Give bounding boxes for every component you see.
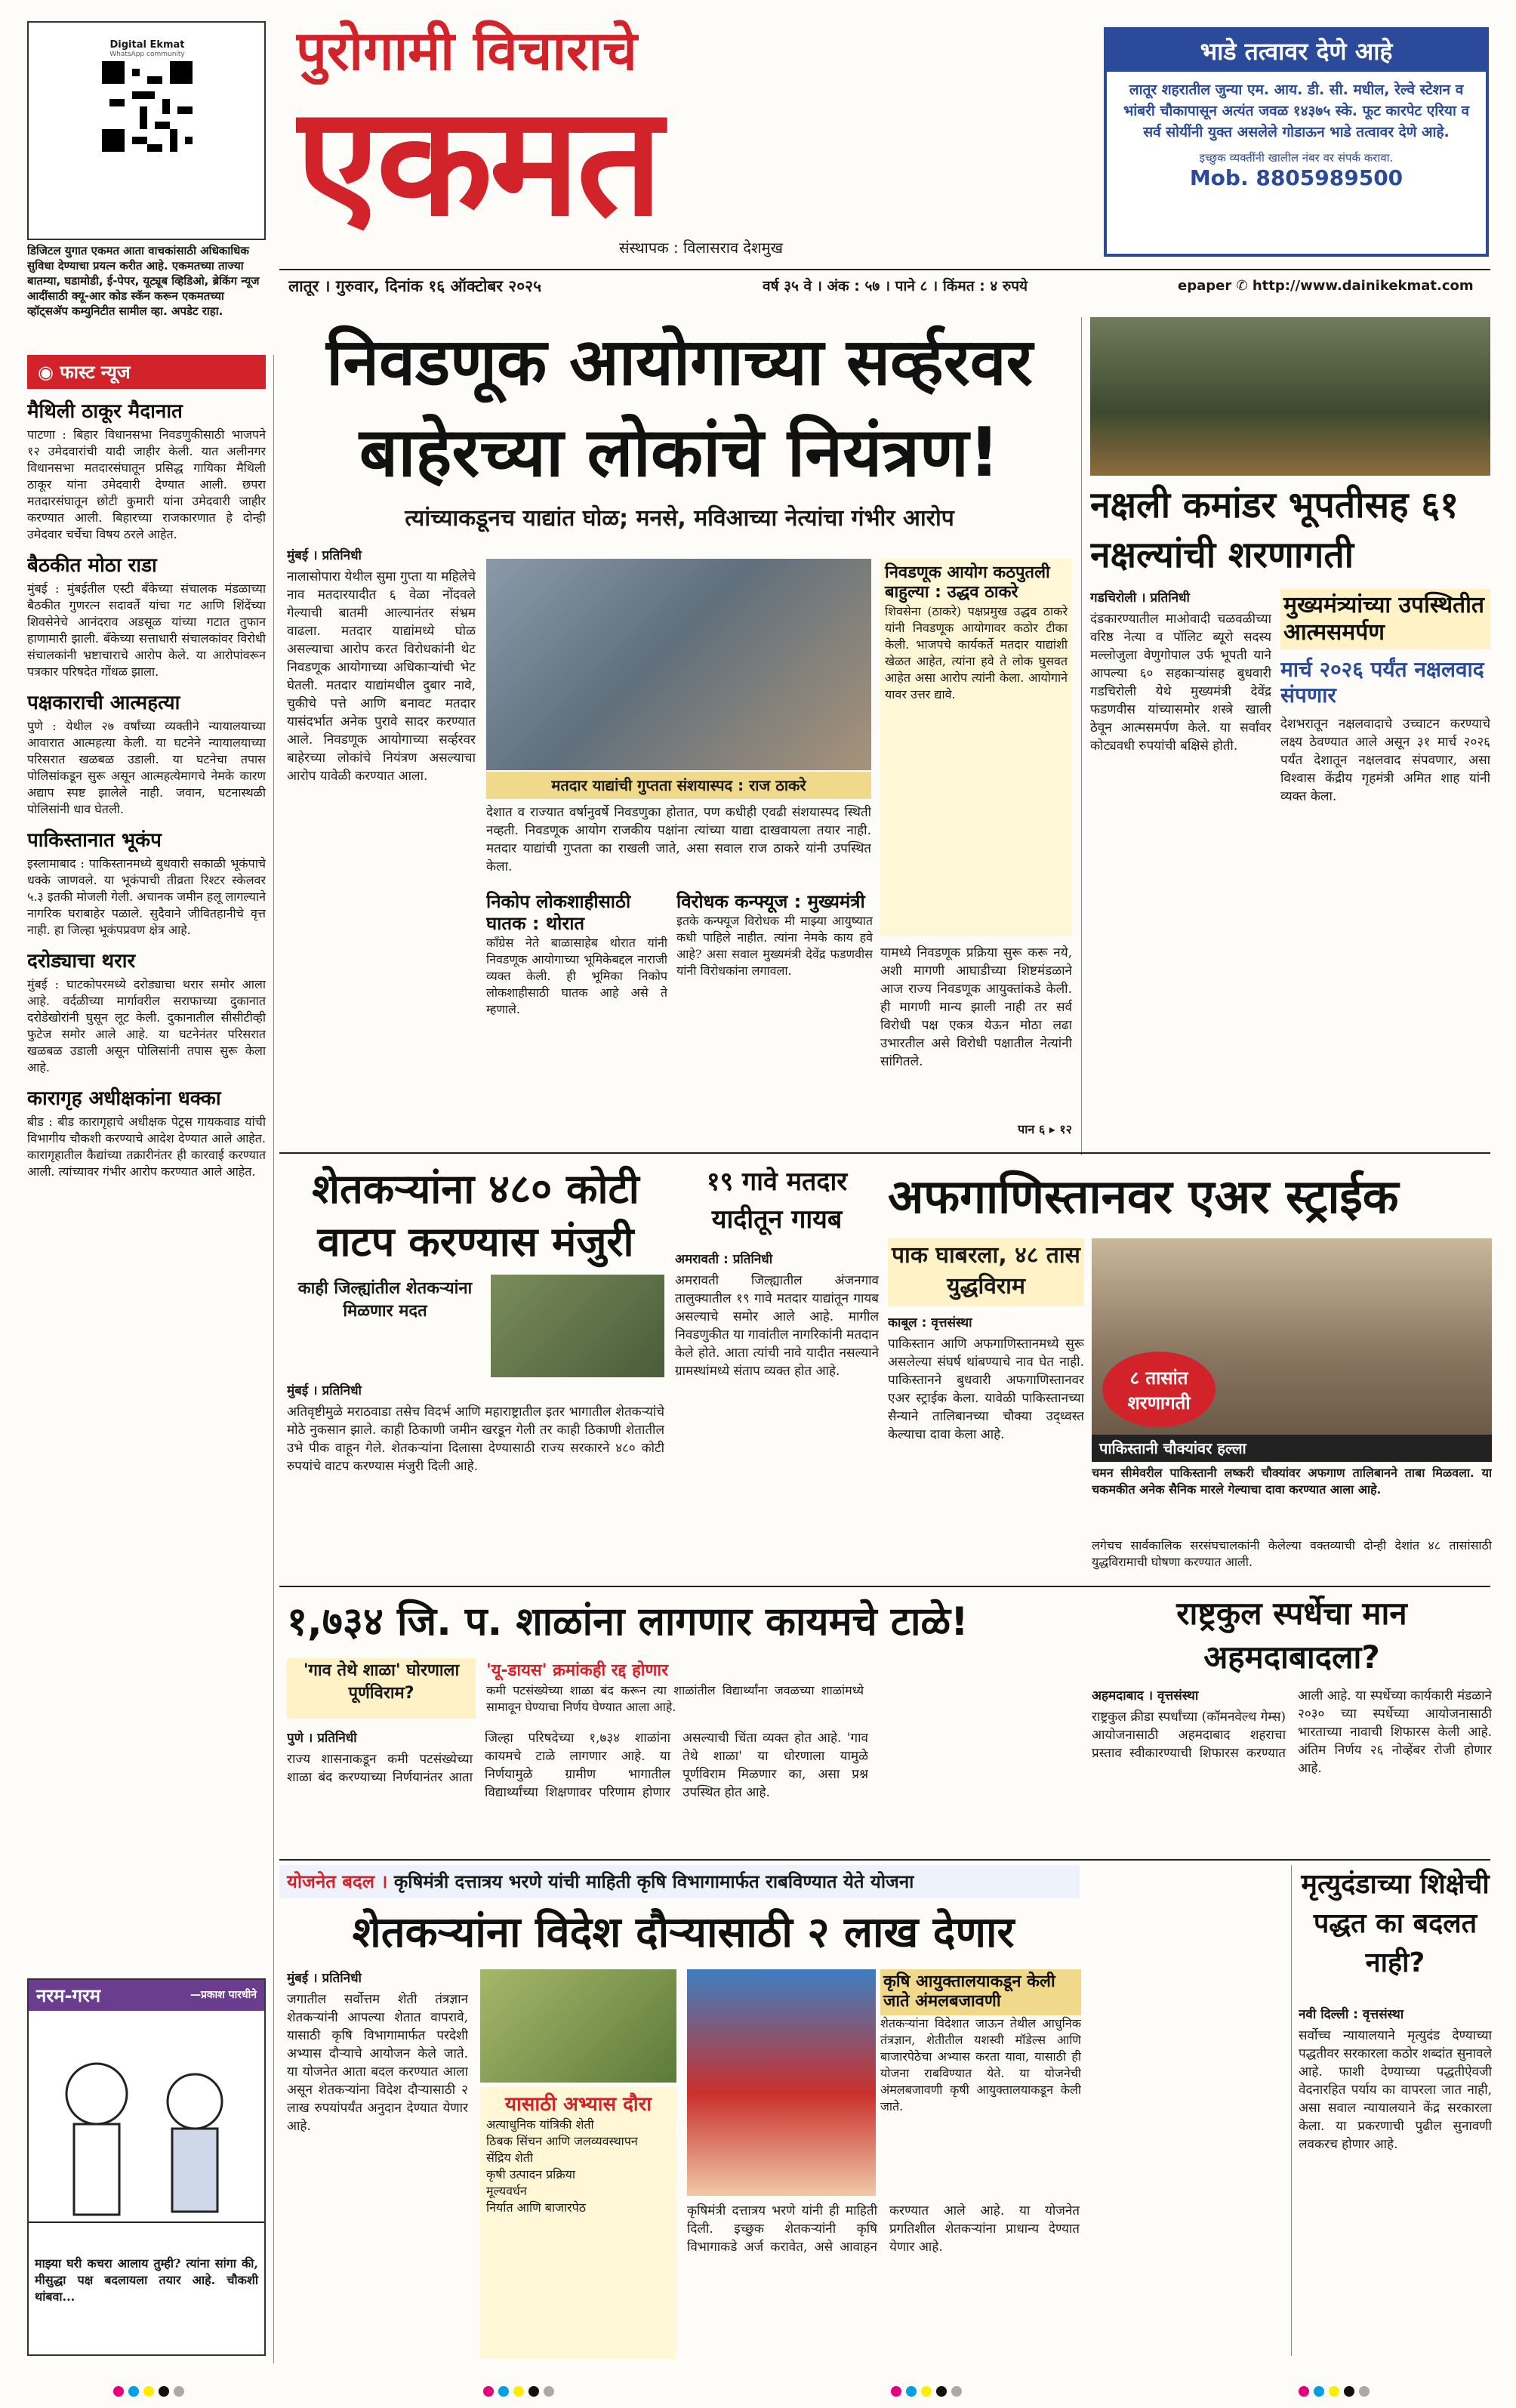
- box-cm-title: विरोधक कन्फ्यूज : मुख्यमंत्री: [676, 891, 865, 912]
- naxal-side-text: देशभरातून नक्षलवादाचे उच्चाटन करण्याचे लक्ष्य ठेवण्यात आले असून ३१ मार्च २०२६ पर्यंत देशातून नक्षलवाद संपवणार, असा विश्वास केंद्रीय गृहमंत्री अमित शाह यांनी व्यक्त केला.: [1280, 717, 1490, 805]
- masthead-tagline: पुरोगामी विचाराचे: [296, 19, 637, 82]
- scheme-box-item: सेंद्रिय शेती: [486, 2151, 533, 2166]
- scheme-box-item: निर्यात आणि बाजारपेठ: [486, 2200, 587, 2215]
- afghan-bottom: लगेचच सार्वकालिक सरसंघचालकांनी केलेल्या वक्तव्याची दोन्ही देशांत ४८ तासांसाठी युद्धविरामाची घोषणा करण्यात आली.: [1092, 1538, 1492, 1569]
- voters-byline: अमरावती : प्रतिनिधी: [675, 1252, 773, 1267]
- commonwealth-headline[interactable]: राष्ट्रकुल स्पर्धेचा मान अहमदाबादला?: [1176, 1595, 1407, 1676]
- lead-right-text: यामध्ये निवडणूक प्रक्रिया सुरू करू नये, अशी मागणी आघाडीच्या शिष्टमंडळाने आज राज्य निवडणूक आयुक्तांकडे केली. ही मागणी मान्य झाली नाही तर सर्व विरोधी पक्ष एकत्र येऊन मोठा लढा उभारतील असे विरोधी पक्षातील नेत्यांनी सांगितले.: [880, 945, 1072, 1069]
- scheme-quote-text: शेतकऱ्यांना विदेशात जाऊन तेथील आधुनिक तंत्रज्ञान, शेतीतील यशस्वी मॉडेल्स आणि बाजारपेठेचा अभ्यास करता यावा, यासाठी ही योजना राबविण्यात येते. या योजनेची अंमलबजावणी कृषी आयुक्तालयाकडून केली जाते.: [880, 2015, 1081, 2114]
- naxal-photo: [1090, 317, 1490, 476]
- box-thorat-title: निकोप लोकशाहीसाठी घातक : थोरात: [486, 891, 631, 934]
- cartoon-header: नरम-गरम —प्रकाश पारधीने: [29, 1980, 264, 2011]
- scheme-box-item: अत्याधुनिक यांत्रिकी शेती: [486, 2117, 594, 2132]
- farmers-sub: काही जिल्ह्यांतील शेतकऱ्यांना मिळणार मदत: [297, 1279, 473, 1321]
- scheme-body-2: कृषिमंत्री दत्तात्रय भरणे यांनी ही माहिती दिली. इच्छुक शेतकऱ्यांनी कृषि विभागाकडे अर्ज करावेत, असे आवाहन करण्यात आले आहे. या योजनेत प्रगतिशील शेतकऱ्यांना प्राधान्य देण्यात येणार आहे.: [687, 2203, 1080, 2255]
- schools-headline[interactable]: १,७३४ जि. प. शाळांना लागणार कायमचे टाळे!: [287, 1599, 969, 1645]
- fast-news-column: [27, 355, 266, 1903]
- minister-photo: [687, 1969, 876, 2196]
- qr-description: डिजिटल युगात एकमत आता वाचकांसाठी अधिकाधिक सुविधा देण्याचा प्रयत्न करीत आहे. एकमतच्या ताज्या बातम्या, घडामोडी, ई-पेपर, यूट्यूब व्हिडिओ, ब्रेकिंग न्यूज आदींसाठी क्यू-आर कोड स्कॅन करून एकमतच्या व्हॉट्सअ‍ॅप कम्युनिटीत सामील व्हा. अपडेट राहा.: [27, 244, 260, 318]
- death-penalty-text: सर्वोच्च न्यायालयाने मृत्युदंड देण्याच्या पद्धतीवर सरकारला कठोर शब्दांत सुनावले आहे. फाशी देण्याच्या पद्धतीऐवजी वेदनारहित पर्याय का वापरला जात नाही, असा सवाल न्यायालयाने केंद्र सरकारला केला. या प्रकरणाची पुढील सुनावणी लवकरच होणार आहे.: [1299, 2028, 1492, 2152]
- brief-text: पाटणा : बिहार विधानसभा निवडणुकीसाठी भाजपने १२ उमेदवारांची यादी जाहीर केली. यात अलीनगर विधानसभा मतदारसंघातून प्रसिद्ध गायिका मैथिली ठाकूर यांना उमेदवारी देण्यात आली. छपरा मतदारसंघातून छोटी कुमारी यांना उमेदवारी जाहीर करण्यात आली. बिहारच्या राजकारणात हे दोन्ही उमेदवार चर्चेचा विषय ठरले आहेत.: [27, 427, 266, 541]
- afghan-caption-text: चमन सीमेवरील पाकिस्तानी लष्करी चौक्यांवर अफगाण तालिबानने ताबा मिळवला. या चकमकीत अनेक सैनिक मारले गेल्याचा दावा करण्यात आला आहे.: [1092, 1466, 1492, 1497]
- schools-kicker: 'गाव तेथे शाळा' घोरणाला पूर्णविराम?: [287, 1658, 476, 1719]
- death-penalty-body: [1299, 2006, 1492, 2353]
- qr-code-graphic: [102, 61, 193, 152]
- scheme-photo: [480, 1969, 676, 2083]
- lead-byline: मुंबई । प्रतिनिधी: [287, 548, 362, 563]
- afghan-byline: काबूल : वृत्तसंस्था: [888, 1315, 972, 1330]
- brief-text: इस्लामाबाद : पाकिस्तानमध्ये बुधवारी सकाळी भूकंपाचे धक्के जाणवले. या भूकंपाची तीव्रता रिश्टर स्केलवर ५.३ इतकी मोजली गेली. अचानक जमीन हलू लागल्याने नागरिक घराबाहेर पळाले. सुदैवाने जीवितहानीचे वृत्त नाही. हा जिल्हा भूकंपप्रवण क्षेत्र आहे.: [27, 856, 266, 937]
- naxal-byline: गडचिरोली । प्रतिनिधी: [1090, 590, 1190, 606]
- scheme-strip-text: कृषिमंत्री दत्तात्रय भरणे यांची माहिती कृषि विभागामार्फत राबविण्यात येते योजना: [393, 1871, 914, 1892]
- qr-code[interactable]: [98, 39, 196, 160]
- issue-info: वर्ष ३५ वे । अंक : ५७ । पाने ८ । किंमत : ४ रुपये: [763, 278, 1028, 294]
- voters-text: अमरावती जिल्ह्यातील अंजनगाव तालुक्यातील १९ गावे मतदार याद्यांतून गायब असल्याचे समोर आले आहे. मागील निवडणुकीत या गावांतील नागरिकांनी मतदान केले होते. आता त्यांची नावे यादीत नसल्याने ग्रामस्थांमध्ये संताप व्यक्त होत आहे.: [675, 1273, 879, 1379]
- scheme-headline[interactable]: शेतकऱ्यांना विदेश दौऱ्यासाठी २ लाख देणार: [352, 1908, 1015, 1957]
- farmers-text: अतिवृष्टीमुळे मराठवाडा तसेच विदर्भ आणि महाराष्ट्रातील इतर भागातील शेतकऱ्यांचे मोठे नुकसान झाले. काही ठिकाणी जमीन खरडून गेली तर काही ठिकाणी शेतातील उभे पीक वाहून गेले. शेतकऱ्यांना दिलासा देण्यासाठी राज्य सरकारने ४८० कोटी रुपयांचे वाटप करण्यास मंजुरी दिली आहे.: [287, 1404, 664, 1474]
- brief-title: पक्षकाराची आत्महत्या: [27, 692, 180, 714]
- lead-column-1: [287, 547, 476, 1143]
- lead-jump[interactable]: पान ६ ▸ १२: [1018, 1122, 1072, 1136]
- afghan-caption: पाकिस्तानी चौक्यांवर हल्ला: [1092, 1435, 1492, 1462]
- scheme-box-item: कृषी उत्पादन प्रक्रिया: [486, 2167, 576, 2182]
- voters-headline[interactable]: १९ गावे मतदार यादीतून गायब: [706, 1167, 848, 1235]
- schools-intro: कमी पटसंख्येच्या शाळा बंद करून त्या शाळांतील विद्यार्थ्यांना जवळच्या शाळांमध्ये सामावून घेण्याचा निर्णय घेण्यात आला आहे.: [486, 1683, 864, 1714]
- naxal-headline[interactable]: नक्षली कमांडर भूपतीसह ६१ नक्षल्यांची शरणागती: [1090, 484, 1459, 576]
- brief-title: मैथिली ठाकूर मैदानात: [27, 400, 183, 423]
- box-uddhav-title: निवडणूक आयोग कठपुतली बाहुल्या : उद्धव ठाकरे: [885, 563, 1050, 603]
- lead-headline-line1[interactable]: निवडणूक आयोगाच्या सर्व्हरवर: [326, 325, 1033, 400]
- ad-title: भाडे तत्वावर देणे आहे: [1107, 30, 1486, 72]
- afghan-body: [888, 1314, 1084, 1563]
- scheme-quote: [880, 1969, 1081, 2196]
- section-rule: [279, 1586, 1490, 1587]
- box-thorat-text: काँग्रेस नेते बाळासाहेब थोरात यांनी निवडणूक आयोगाच्या भूमिकेबद्दल नाराजी व्यक्त केली. ही भूमिका निकोप लोकशाहीसाठी घातक आहे असे ते म्हणाले.: [486, 935, 667, 1016]
- registration-marks: [113, 2386, 184, 2397]
- cartoon-box: [27, 1978, 266, 2356]
- afghan-text: पाकिस्तान आणि अफगाणिस्तानमध्ये सुरू असलेल्या संघर्ष थांबण्याचे नाव घेत नाही. पाकिस्तानने बुधवारी अफगाणिस्तानवर एअर स्ट्राईक केला. यावेळी पाकिस्तानच्या सैन्याने तालिबानच्या चौक्या उद्ध्वस्त केल्याचा दावा केला आहे.: [888, 1337, 1084, 1442]
- brief-title: बैठकीत मोठा राडा: [27, 554, 157, 577]
- lead-photo: [486, 559, 871, 770]
- death-penalty-byline: नवी दिल्ली : वृत्तसंस्था: [1299, 2007, 1404, 2022]
- lead-under-photo: देशात व राज्यात वर्षानुवर्षे निवडणुका होतात, पण कधीही एवढी संशयास्पद स्थिती नव्हती. निवडणूक आयोग राजकीय पक्षांना त्यांच्या याद्या दाखवायला तयार नाही. मतदार याद्यांची गुप्तता का राखली जाते, असा सवाल राज ठाकरे यांनी उपस्थित केला.: [486, 805, 871, 874]
- afghan-badge: ८ तासांत शरणागती: [1102, 1352, 1216, 1427]
- box-cm-text: इतके कन्फ्यूज विरोधक मी माझ्या आयुष्यात कधी पाहिले नाहीत. त्यांना नेमके काय हवे आहे? असा सवाल मुख्यमंत्री देवेंद्र फडणवीस यांनी विरोधकांना लगावला.: [676, 913, 873, 978]
- brief-text: पुणे : येथील २७ वर्षांच्या व्यक्तीने न्यायालयाच्या आवारात आत्महत्या केली. या घटनेने न्यायालयाच्या परिसरात खळबळ उडाली. या घटनेचा तपास पोलिसांकडून सुरू असून आत्महत्येमागचे नेमके कारण अद्याप स्पष्ट झालेले नाही. जवान, घटनास्थळी पोलिसांनी धाव घेतली.: [27, 719, 266, 816]
- masthead-rule: [279, 269, 1490, 270]
- rent-ad[interactable]: [1104, 27, 1489, 257]
- farmers-body: [287, 1382, 664, 1563]
- scheme-box-item: मूल्यवर्धन: [486, 2184, 527, 2199]
- naxal-side-title: मुख्यमंत्र्यांच्या उपस्थितीत आत्मसमर्पण: [1280, 589, 1490, 649]
- brief-text: मुंबई : घाटकोपरमध्ये दरोड्याचा थरार समोर आला आहे. वर्दळीच्या मार्गावरील सराफाच्या दुकानात दरोडेखोरांनी घुसून लूट केली. दुकानातील सीसीटीव्ही फुटेज समोर आले आहे. या घटनेनंतर परिसरात खळबळ उडाली असून पोलिसांनी तपास सुरू केला आहे.: [27, 977, 266, 1075]
- lead-photo-caption: मतदार याद्यांची गुप्तता संशयास्पद : राज ठाकरे: [486, 772, 871, 799]
- afghan-headline[interactable]: अफगाणिस्तानवर एअर स्ट्राईक: [888, 1169, 1399, 1224]
- brief-title: पाकिस्तानात भूकंप: [27, 829, 162, 852]
- fast-news-icon: ◉: [38, 362, 60, 383]
- cartoon-drawing: [29, 2011, 264, 2252]
- box-thorat: [486, 891, 667, 1133]
- scheme-box-title: यासाठी अभ्यास दौरा: [504, 2093, 652, 2116]
- naxal-side: [1280, 589, 1490, 1140]
- scheme-body-1: [287, 1969, 468, 2354]
- brief-title: दरोड्याचा थरार: [27, 950, 136, 973]
- founder-line: संस्थापक : विलासराव देशमुख: [619, 239, 783, 257]
- commonwealth-text: राष्ट्रकुल क्रीडा स्पर्धांच्या (कॉमनवेल्थ गेम्स) आयोजनासाठी अहमदाबाद शहराचा प्रस्ताव स्वीकारण्याची शिफारस करण्यात आली आहे. या स्पर्धेच्या कार्यकारी मंडळाने २०३० च्या स्पर्धेच्या आयोजनासाठी भारताच्या नावाची शिफारस केली आहे. अंतिम निर्णय २६ नोव्हेंबर रोजी होणार आहे.: [1092, 1688, 1492, 1776]
- epaper-link[interactable]: epaper ✆ http://www.dainikekmat.com: [1178, 278, 1474, 294]
- cartoon-caption: माझ्या घरी कचरा आलाय तुम्ही? त्यांना सांगा की, मीसुद्धा पक्ष बदलायला तयार आहे. चौकशी थांबवा...: [35, 2256, 258, 2304]
- registration-marks: [1299, 2386, 1370, 2397]
- naxal-body: [1090, 589, 1271, 1140]
- column-rule: [1291, 1865, 1292, 2356]
- farmers-photo: [491, 1275, 664, 1377]
- lead-subhead: त्यांच्याकडूनच याद्यांत घोळ; मनसे, मविआच्या नेत्यांचा गंभीर आरोप: [405, 505, 954, 532]
- brief-text: बीड : बीड कारागृहाचे अधीक्षक पेट्रस गायकवाड यांची विभागीय चौकशी करण्याचे आदेश देण्यात आले आहेत. कारागृहातील कैद्यांच्या तक्रारीनंतर ही कारवाई करण्यात आली. त्यांच्यावर गंभीर आरोप करण्यात आले आहेत.: [27, 1115, 266, 1179]
- commonwealth-byline: अहमदाबाद । वृत्तसंस्था: [1092, 1688, 1199, 1703]
- box-uddhav-text: शिवसेना (ठाकरे) पक्षप्रमुख उद्धव ठाकरे यांनी निवडणूक आयोगावर कठोर टीका केली. भाजपचे कार्यकर्ते मतदार याद्यांशी खेळत आहेत, त्यांना हवे ते लोक घुसवत आहेत असा आरोप त्यांनी केला. आयोगाने यावर उत्तर द्यावे.: [885, 603, 1068, 701]
- qr-box[interactable]: [27, 21, 266, 240]
- brief-text: मुंबई : मुंबईतील एस्टी बँकेच्या संचालक मंडळाच्या बैठकीत गुणरत्न सदावर्ते यांचा गट आणि शिंदेंच्या शिवसेनेचे आनंदराव अडसूळ यांच्या गटात तुफान हाणामारी झाली. बँकेच्या सत्ताधारी संचालकांवर विरोधी संचालकांनी भ्रष्टाचाराचे आरोप केले. या आरोपांवरून पत्रकार परिषदेत गोंधळ झाला.: [27, 581, 266, 679]
- box-uddhav: [880, 559, 1072, 936]
- scheme-tag: योजनेत बदल ।: [287, 1871, 388, 1892]
- section-rule: [279, 1859, 1490, 1861]
- ad-mobile: Mob. 8805989500: [1189, 165, 1404, 190]
- ad-contact: इच्छुक व्यक्तींनी खालील नंबर वर संपर्क करावा.: [1199, 151, 1394, 165]
- farmers-byline: मुंबई । प्रतिनिधी: [287, 1383, 362, 1398]
- qr-sub: WhatsApp community: [109, 51, 185, 58]
- scheme-box: [480, 2087, 676, 2359]
- naxal-text: दंडकारण्यातील माओवादी चळवळीच्या वरिष्ठ नेत्या व पॉलिट ब्यूरो सदस्य मल्लोजुला वेणुगोपाल उर्फ भूपती याने आपल्या ६० सहकाऱ्यांसह बुधवारी गडचिरोली येथे मुख्यमंत्री देवेंद्र फडणवीस यांच्यासमोर शस्त्रे खाली ठेवून आत्मसमर्पण केले. या सर्वांवर कोट्यवधी रुपयांची बक्षिसे होती.: [1090, 612, 1271, 754]
- schools-byline: पुणे । प्रतिनिधी: [287, 1731, 357, 1746]
- ad-body: लातूर शहरातील जुन्या एम. आय. डी. सी. मधील, रेल्वे स्टेशन व भांबरी चौकापासून अत्यंत जवळ १४३७५ स्के. फूट कारपेट एरिया व सर्व सोयींनी युक्त असलेले गोडाऊन भाडे तत्वावर देणे आहे.: [1123, 82, 1470, 140]
- scheme-byline: मुंबई । प्रतिनिधी: [287, 1971, 362, 1986]
- voters-body: [675, 1250, 879, 1560]
- qr-label: Digital Ekmat: [109, 39, 185, 51]
- section-rule: [279, 1152, 1490, 1154]
- schools-kicker2: 'यू-डायस' क्रमांकही रद्द होणार: [486, 1661, 669, 1680]
- registration-marks: [891, 2386, 962, 2397]
- masthead-title: एकमत: [296, 76, 660, 250]
- box-cm: [676, 891, 873, 1133]
- schools-text: राज्य शासनाकडून कमी पटसंख्येच्या शाळा बंद करण्याच्या निर्णयानंतर आता जिल्हा परिषदेच्या १,७३४ शाळांना कायमचे टाळे लागणार आहे. या निर्णयामुळे ग्रामीण भागातील विद्यार्थ्यांच्या शिक्षणावर परिणाम होणार असल्याची चिंता व्यक्त होत आहे. 'गाव तेथे शाळा' या धोरणाला यामुळे पूर्णविराम मिळणार का, असा प्रश्न उपस्थित होत आहे.: [287, 1731, 868, 1800]
- dateline: लातूर । गुरुवार, दिनांक १६ ऑक्टोबर २०२५: [288, 277, 541, 295]
- scheme-text1: जगातील सर्वोत्तम शेती तंत्रज्ञान शेतकऱ्यांनी आपल्या शेतात वापरावे, यासाठी कृषि विभागामार्फत परदेशी अभ्यास दौऱ्याचे आयोजन केले जाते. या योजनेत आता बदल करण्यात आला असून शेतकऱ्यांना विदेश दौऱ्यासाठी २ लाख रुपयांपर्यंत अनुदान देण्यात येणार आहे.: [287, 1992, 468, 2134]
- scheme-box-item: ठिबक सिंचन आणि जलव्यवस्थापन: [486, 2134, 638, 2149]
- scheme-quote-title: कृषि आयुक्तालयाकडून केली जाते अंमलबजावणी: [880, 1969, 1081, 2015]
- column-rule: [1081, 317, 1082, 1155]
- naxal-deadline: मार्च २०२६ पर्यंत नक्षलवाद संपणार: [1280, 657, 1484, 708]
- column-rule: [273, 355, 274, 2363]
- brief-title: कारागृह अधीक्षकांना धक्का: [27, 1087, 221, 1110]
- farmers-headline[interactable]: शेतकऱ्यांना ४८० कोटी वाटप करण्यास मंजुरी: [312, 1165, 639, 1266]
- scheme-strip: [279, 1865, 1080, 1898]
- afghan-sub: पाक घाबरला, ४८ तास युद्धविराम: [888, 1238, 1084, 1306]
- fast-news-header: ◉ फास्ट न्यूज: [27, 355, 266, 389]
- registration-marks: [483, 2386, 554, 2397]
- cartoon-artist: —प्रकाश पारधीने: [190, 1989, 257, 2001]
- lead-col1-text: नालासोपारा येथील सुमा गुप्ता या महिलेचे नाव मतदारयादीत ६ वेळा नोंदवले गेल्याची बातमी आल्यानंतर संभ्रम वाढला. मतदार याद्यांमध्ये घोळ असल्याचा आरोप करत विरोधकांनी थेट निवडणूक आयोगाच्या अधिकाऱ्यांची भेट घेतली. मतदार याद्यांमधील दुबार नावे, चुकीचे पत्ते आणि बनावट मतदार यासंदर्भात अनेक पुरावे सादर करण्यात आले. निवडणूक आयोगाच्या सर्व्हरवर बाहेरच्या लोकांचे नियंत्रण असल्याचा आरोप यावेळी करण्यात आला.: [287, 569, 476, 784]
- death-penalty-headline[interactable]: मृत्युदंडाच्या शिक्षेची पद्धत का बदलत नाही?: [1301, 1869, 1490, 1978]
- lead-headline-line2[interactable]: बाहेरच्या लोकांचे नियंत्रण!: [359, 413, 1000, 492]
